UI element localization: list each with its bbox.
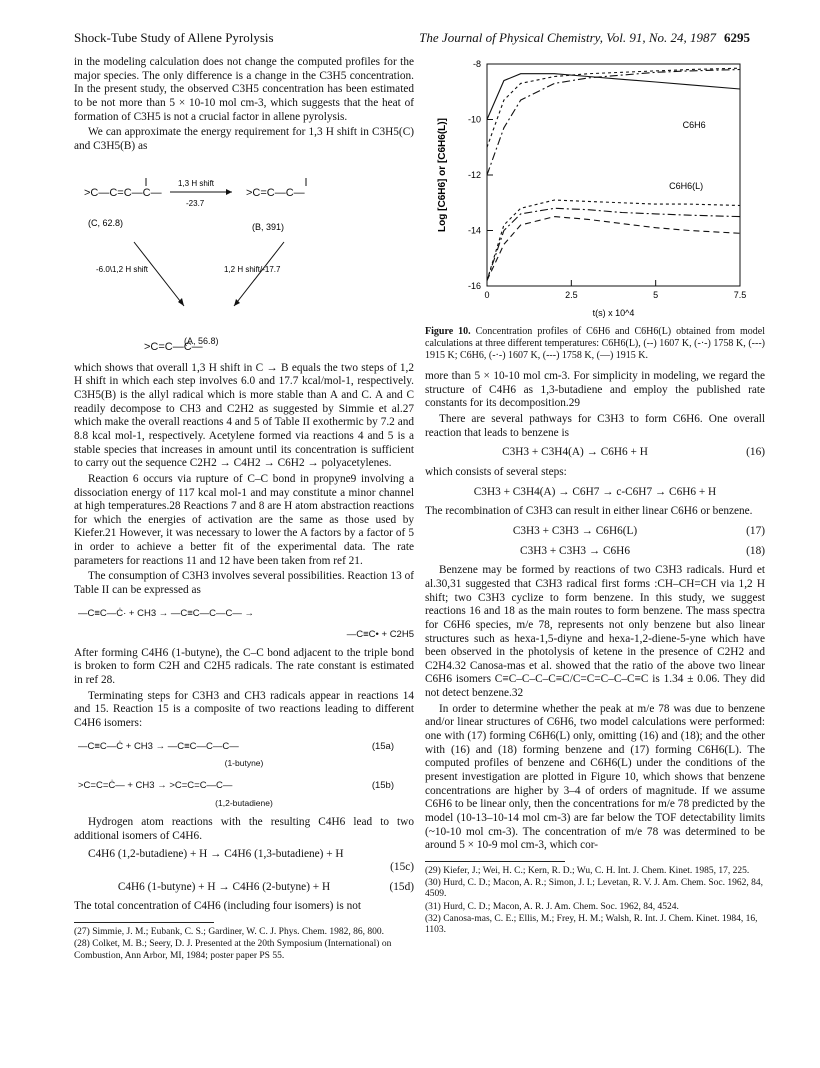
reaction-15c-num: (15c) bbox=[390, 861, 414, 874]
paragraph: The total concentration of C4H6 (including four isomers) is not bbox=[74, 900, 362, 913]
footnote-31: (31) Hurd, C. D.; Macon, A. R. J. Am. Chem. Soc. 1962, 84, 4524. bbox=[425, 901, 679, 912]
x-tick-label: 7.5 bbox=[733, 290, 747, 300]
reaction-15d bbox=[74, 881, 414, 895]
footnote-27: (27) Simmie, J. M.; Eubank, C. S.; Gardiner, W. C. J. Phys. Chem. 1982, 86, 800. bbox=[74, 927, 384, 938]
svg-text:>C—C=C—C—: >C—C=C—C— bbox=[84, 186, 162, 199]
label-b: (B, 391) bbox=[252, 221, 285, 232]
series-line bbox=[487, 217, 740, 281]
arrow-top-label: 1,3 H shift bbox=[178, 178, 215, 188]
equation-17-body: C3H3 + C3H3 → C6H6(L) bbox=[512, 524, 638, 537]
equation-17 bbox=[425, 525, 765, 539]
series-line bbox=[487, 68, 740, 147]
svg-text:>C=C—C—: >C=C—C— bbox=[246, 186, 305, 199]
figure-10 bbox=[425, 56, 765, 326]
paragraph: In order to determine whether the peak at m/e 78 was due to benzene and/or linear structures of C6H6, two model calculations were performed: one with (17) forming C6H6(L) only, omitting (16) and (18); and the other with (16) and (18) forming benzene and (17) forming C6H6(L). The computed profiles of benzene and C6H6(L) under the conditions of the present investigation are plotted in Figure 10, which shows that benzene concentrations are higher by 3–4 of orders of magnitude. If we assume C6H6 to be linear only, then the concentrations for m/e 78 predicted by the model (10-13–10-14 mol cm-3) are far below the TOF detectability limits (~10-10 mol cm-3). The concentration of m/e 78 was determined to be around 5 × 10-9 mol cm-3, which cor- bbox=[425, 702, 765, 852]
y-axis-label: Log [C6H6] or [C6H6(L)] bbox=[437, 118, 448, 232]
reaction-15b bbox=[74, 780, 414, 808]
paragraph: There are several pathways for C3H3 to form C6H6. One overall reaction that leads to benzene is bbox=[425, 412, 765, 439]
reaction-13-scheme bbox=[74, 608, 414, 641]
reaction-15b-num: (15b) bbox=[371, 780, 394, 792]
x-tick-label: 2.5 bbox=[565, 290, 578, 300]
reaction-15a-label: (1-butyne) bbox=[224, 758, 264, 769]
equation-16-num: (16) bbox=[746, 446, 765, 459]
chart-axes bbox=[468, 59, 746, 300]
arrow-bottom-label: -23.7 bbox=[186, 198, 205, 208]
h-shift-scheme bbox=[74, 156, 414, 352]
reaction-13-line1: —C≡C—Ċ· + CH3 → —C≡C—C—C— → bbox=[78, 607, 255, 619]
journal-header bbox=[419, 30, 750, 46]
left-column bbox=[74, 56, 414, 963]
y-tick-label: -12 bbox=[467, 170, 481, 180]
footnote-rule bbox=[425, 861, 565, 862]
label-a: (A, 56.8) bbox=[184, 335, 219, 346]
right-column bbox=[425, 56, 765, 937]
label-c: (C, 62.8) bbox=[88, 217, 124, 228]
y-tick-label: -8 bbox=[472, 59, 481, 69]
paragraph: The recombination of C3H3 can result in either linear C6H6 or benzene. bbox=[425, 505, 753, 518]
paragraph: more than 5 × 10-10 mol cm-3. For simplicity in modeling, we regard the structure of C4H6 as 1,3-butadiene and employ the published rate constants for its decomposition.29 bbox=[425, 370, 765, 410]
reaction-15d-num: (15d) bbox=[389, 880, 414, 893]
equation-17-num: (17) bbox=[746, 524, 765, 537]
reaction-15c-eq: C4H6 (1,2-butadiene) + H → C4H6 (1,3-butadiene) + H bbox=[88, 847, 344, 860]
reaction-13-line2: —C≡C• + C2H5 bbox=[346, 629, 414, 641]
y-tick-label: -14 bbox=[467, 225, 481, 236]
series-label-c6h6l: C6H6(L) bbox=[669, 180, 704, 191]
reaction-15a-eq: —C≡C—Ċ + CH3 → —C≡C—C—C— bbox=[78, 740, 239, 752]
paragraph: which shows that overall 1,3 H shift in C → B equals the two steps of 1,2 H shift in which each step involves 6.0 and 17.7 kcal/mol-1, respectively. C3H5(B) is the allyl radical which is more stable than A and C. A and C readily decompose to CH3 and C2H2 as suggested by Simmie et al.27 which make the overall reactions 4 and 5 of Table II exothermic by 7.2 and 8.8 kcal mol-1, respectively. Acetylene formed via reactions 4 and 5 is a stable species that increases in amount until its concentration is sufficient to carry out the sequence C2H2 → C4H2 → C6H2 → polyacetylenes. bbox=[74, 361, 414, 470]
figure-caption bbox=[425, 326, 765, 362]
footnote-29: (29) Kiefer, J.; Wei, H. C.; Kern, R. D.; Wu, C. H. Int. J. Chem. Kinet. 1985, 17, 225. bbox=[425, 866, 750, 876]
paragraph: Reaction 6 occurs via rupture of C–C bond in propyne9 involving a dissociation energy of 117 kcal mol-1 and may constitute a minor channel at high temperatures.28 Reactions 7 and 8 are H atom abstraction reactions for which the energies of activation are the same as those used by Kiefer.21 However, it was necessary to lower the A factors by a factor of 5 in order to achieve a better fit of the experimental data. The rate parameters for reactions 11 and 12 have been taken from ref 21. bbox=[74, 472, 414, 567]
paragraph: in the modeling calculation does not change the computed profiles for the major species. The only difference is a change in the C3H5 concentration. In the present study, the observed C3H5 concentration has been estimated to be not more than 5 × 10-10 mol cm-3, which suggests that the heat of formation of C3H5 is not a crucial factor in allene pyrolysis. bbox=[74, 56, 414, 123]
reaction-15c bbox=[74, 848, 414, 875]
equation-18-body: C3H3 + C3H3 → C6H6 bbox=[520, 544, 630, 557]
right-shift-label: 1,2 H shift/-17.7 bbox=[224, 264, 281, 274]
reaction-15d-eq: C4H6 (1-butyne) + H → C4H6 (2-butyne) + H bbox=[117, 880, 331, 893]
y-tick-label: -16 bbox=[467, 281, 481, 291]
figure-10-chart bbox=[425, 56, 765, 320]
paragraph: Hydrogen atom reactions with the resulting C4H6 lead to two additional isomers of C4H6. bbox=[74, 816, 414, 842]
footnote-28: (28) Colket, M. B.; Seery, D. J. Presented at the 20th Symposium (International) on Combustion, Ann Arbor, MI, 1984; poster paper PS 55. bbox=[74, 939, 392, 961]
reaction-15a-num: (15a) bbox=[371, 740, 394, 752]
footnote-32: (32) Canosa-mas, C. E.; Ellis, M.; Frey, H. M.; Walsh, R. Int. J. Chem. Kinet. 1984, 16, 1103. bbox=[425, 913, 758, 936]
reaction-15b-label: (1,2-butadiene) bbox=[215, 797, 273, 808]
equation-18 bbox=[425, 545, 765, 559]
reaction-15a bbox=[74, 741, 414, 769]
series-label-c6h6: C6H6 bbox=[682, 119, 706, 130]
paragraph: Benzene may be formed by reactions of two C3H3 radicals. Hurd et al.30,31 suggested that C3H3 radical first forms :CH–CH=CH via 1,2 H shift; two C3H3 cyclize to form benzene. In this study, we suggest reactions 16 and 18 as the main routes to form benzene. The mass spectra for C6H6 species, m/e 78, represents not only benzene but also linear structures such as hexa-1,5-diyne and hexa-1,2-diene-5-yne which have been observed in the photolysis of ketene in the presence of C2H2 and C2H4.32 Canosa-mas et al. showed that the ratio of the above two linear C6H6 isomers C≡C–C–C–C≡C/C=C=C–C–C≡C is 1.34 ± 0.06. They did not detect benzene.32 bbox=[425, 564, 765, 700]
running-header: Shock-Tube Study of Allene Pyrolysis bbox=[74, 30, 274, 45]
y-tick-label: -10 bbox=[467, 114, 481, 125]
footnote-rule bbox=[74, 922, 214, 923]
paragraph: After forming C4H6 (1-butyne), the C–C bond adjacent to the triple bond is broken to form C2H and C2H5 radicals. The rate constant is estimated in ref 28. bbox=[74, 646, 414, 687]
x-axis-label: t(s) x 10^4 bbox=[592, 308, 635, 318]
figure-number: Figure 10. bbox=[425, 326, 471, 337]
chart-series bbox=[487, 68, 740, 280]
equation-16-steps bbox=[425, 486, 765, 500]
equation-16-steps-body: C3H3 + C3H4(A) → C6H7 → c-C6H7 → C6H6 + H bbox=[473, 485, 717, 498]
journal-name: The Journal of Physical Chemistry, Vol. 91, No. 24, 1987 bbox=[419, 30, 716, 45]
figure-caption-text: Concentration profiles of C6H6 and C6H6(L) obtained from model calculations at three different temperatures: C6H6(L), (--) 1607 K, (-·-) 1758 K, (---) 1915 K; C6H6, (-·-) 1607 K, (---) 1758 K, (—) 1915 K. bbox=[425, 326, 765, 361]
plot-frame bbox=[487, 64, 740, 286]
x-tick-label: 0 bbox=[484, 290, 490, 300]
series-line bbox=[487, 208, 740, 280]
paragraph: The consumption of C3H3 involves several possibilities. Reaction 13 of Table II can be expressed as bbox=[74, 570, 414, 597]
page-number: 6295 bbox=[724, 30, 750, 45]
x-tick-label: 5 bbox=[653, 290, 659, 300]
equation-16-body: C3H3 + C3H4(A) → C6H6 + H bbox=[502, 446, 648, 459]
series-line bbox=[487, 200, 740, 281]
reaction-15b-eq: >C=C=Ċ— + CH3 → >C=C=C—C— bbox=[78, 780, 233, 792]
left-shift-label: -6.0\1,2 H shift bbox=[96, 264, 149, 274]
svg-text:>C=C—C—: >C=C—C— bbox=[144, 340, 203, 352]
h-shift-scheme-drawing bbox=[74, 156, 414, 352]
series-line bbox=[487, 74, 740, 120]
paragraph: Terminating steps for C3H3 and CH3 radicals appear in reactions 14 and 15. Reaction 15 is a composite of two reactions leading to different C4H6 isomers: bbox=[74, 689, 414, 729]
equation-18-num: (18) bbox=[746, 544, 765, 557]
paragraph: We can approximate the energy requirement for 1,3 H shift in C3H5(C) and C3H5(B) as bbox=[74, 126, 414, 152]
equation-16 bbox=[425, 446, 765, 460]
footnote-30: (30) Hurd, C. D.; Macon, A. R.; Simon, J. I.; Levetan, R. V. J. Am. Chem. Soc. 1962, 84, 4509. bbox=[425, 878, 763, 900]
paragraph: which consists of several steps: bbox=[425, 465, 567, 478]
